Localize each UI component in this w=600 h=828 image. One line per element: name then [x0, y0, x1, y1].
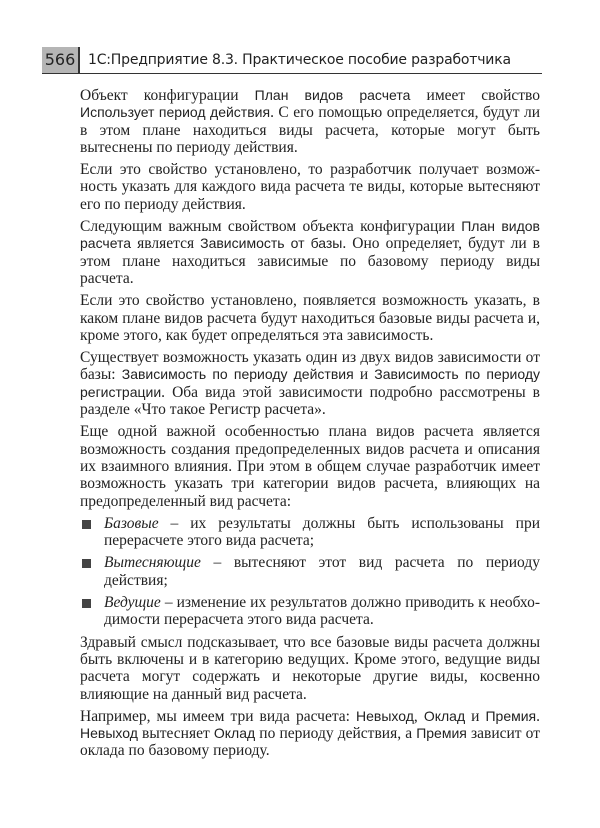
square-bullet-icon: [82, 599, 91, 608]
ui-term: Зависимость от базы: [200, 235, 343, 252]
text-run: Если это свойство установлено, появляется возможность указать, в каком плане видов расчета будут находиться базовые виды расчета и, кроме этого, как будет определяться эта зависимость.: [80, 292, 540, 344]
running-title: 1С:Предприятие 8.3. Практическое пособие разработчика: [88, 52, 511, 68]
text-run: зависит от оклада по базовому периоду.: [80, 725, 541, 760]
text-run: .: [536, 707, 541, 725]
list-item: [80, 515, 540, 550]
paragraph: [80, 634, 540, 703]
text-run: Следующим важным свойством объекта конфигурации: [80, 218, 462, 236]
ui-term: Невыход: [356, 707, 414, 724]
square-bullet-icon: [82, 559, 91, 568]
page-body: [80, 87, 540, 765]
ui-term: Зависимость по периоду действия: [121, 366, 354, 383]
paragraph: [80, 708, 540, 760]
bullet-list: [80, 515, 540, 629]
square-bullet-icon: [82, 520, 91, 529]
ui-term: Оклад: [213, 725, 256, 742]
text-run: Объект конфигурации: [80, 87, 255, 104]
ui-term: Невыход: [80, 725, 138, 742]
text-run: вытесняет: [137, 725, 214, 743]
text-run: Здравый смысл подсказывает, что все базовые виды расчета должны быть включены и в категорию ведущих. Кроме этого, ведущие виды расчета могут содержать и некоторые другие виды, косвенно влияющие на данный вид расчета.: [80, 633, 540, 703]
paragraph: [80, 161, 540, 213]
ui-term: Оклад: [423, 707, 466, 724]
text-run: Если это свойство установлено, то разработчик получает возможность указать для каждого вида расчета те виды, которые вытесняют его по периоду действия.: [80, 161, 540, 213]
page-header: [42, 47, 542, 74]
term-italic: Базовые: [104, 514, 159, 532]
term-italic: Вытесняющие: [104, 554, 201, 572]
list-item: [80, 594, 540, 629]
text-run: – изменение их результатов должно приводить к необходимости перерасчета этого вида расчета.: [104, 594, 540, 629]
text-run: . Оба вида этой зависимости подробно рассмотрены в разделе «Что такое Регистр расчета».: [80, 383, 540, 419]
paragraph: [80, 423, 540, 509]
text-run: Например, мы имеем три вида расчета:: [80, 707, 357, 725]
ui-term: Премия: [416, 725, 467, 742]
paragraphs-after: [80, 634, 540, 760]
paragraph: [80, 87, 540, 156]
ui-term: Использует период действия: [80, 104, 271, 121]
paragraph: [80, 218, 540, 287]
ui-term: Премия: [485, 707, 537, 724]
paragraph: [80, 292, 540, 344]
ui-term: План видов расчета: [80, 218, 540, 252]
text-run: – их результаты должны быть использованы при перерасчете этого вида расчета;: [104, 514, 540, 550]
text-run: . С его помощью определяется, будут ли в этом плане находиться виды расчета, которые могут быть вытеснены по периоду действия.: [80, 104, 540, 156]
paragraphs-before: [80, 87, 540, 510]
text-run: по периоду действия, а: [255, 725, 417, 743]
text-run: и: [465, 707, 486, 725]
ui-term: План видов расчета: [254, 87, 411, 103]
text-run: является: [131, 235, 201, 253]
text-run: Существует возможность указать один из двух видов зависимости от базы:: [80, 349, 540, 384]
text-run: и: [353, 366, 375, 384]
text-run: . Оно определяет, будут ли в этом плане находиться зависимые по базовому периоду виды расчета.: [80, 235, 540, 287]
text-run: ,: [413, 707, 424, 725]
page-number: 566: [42, 47, 80, 73]
text-run: имеет свойство: [410, 87, 541, 104]
list-item: [80, 554, 540, 589]
term-italic: Ведущие: [104, 594, 161, 612]
ui-term: Зависимость по периоду регистрации: [80, 366, 540, 400]
paragraph: [80, 349, 540, 418]
text-run: Еще одной важной особенностью плана видов расчета является возможность создания предопределенных видов расчета и описания их взаимного влияния. При этом в общем случае разработчик имеет возможность указать три категории видов расчета, влияющих на предопределенный вид расчета:: [80, 423, 540, 510]
text-run: – вытесняют этот вид расчета по периоду действия;: [104, 554, 540, 589]
